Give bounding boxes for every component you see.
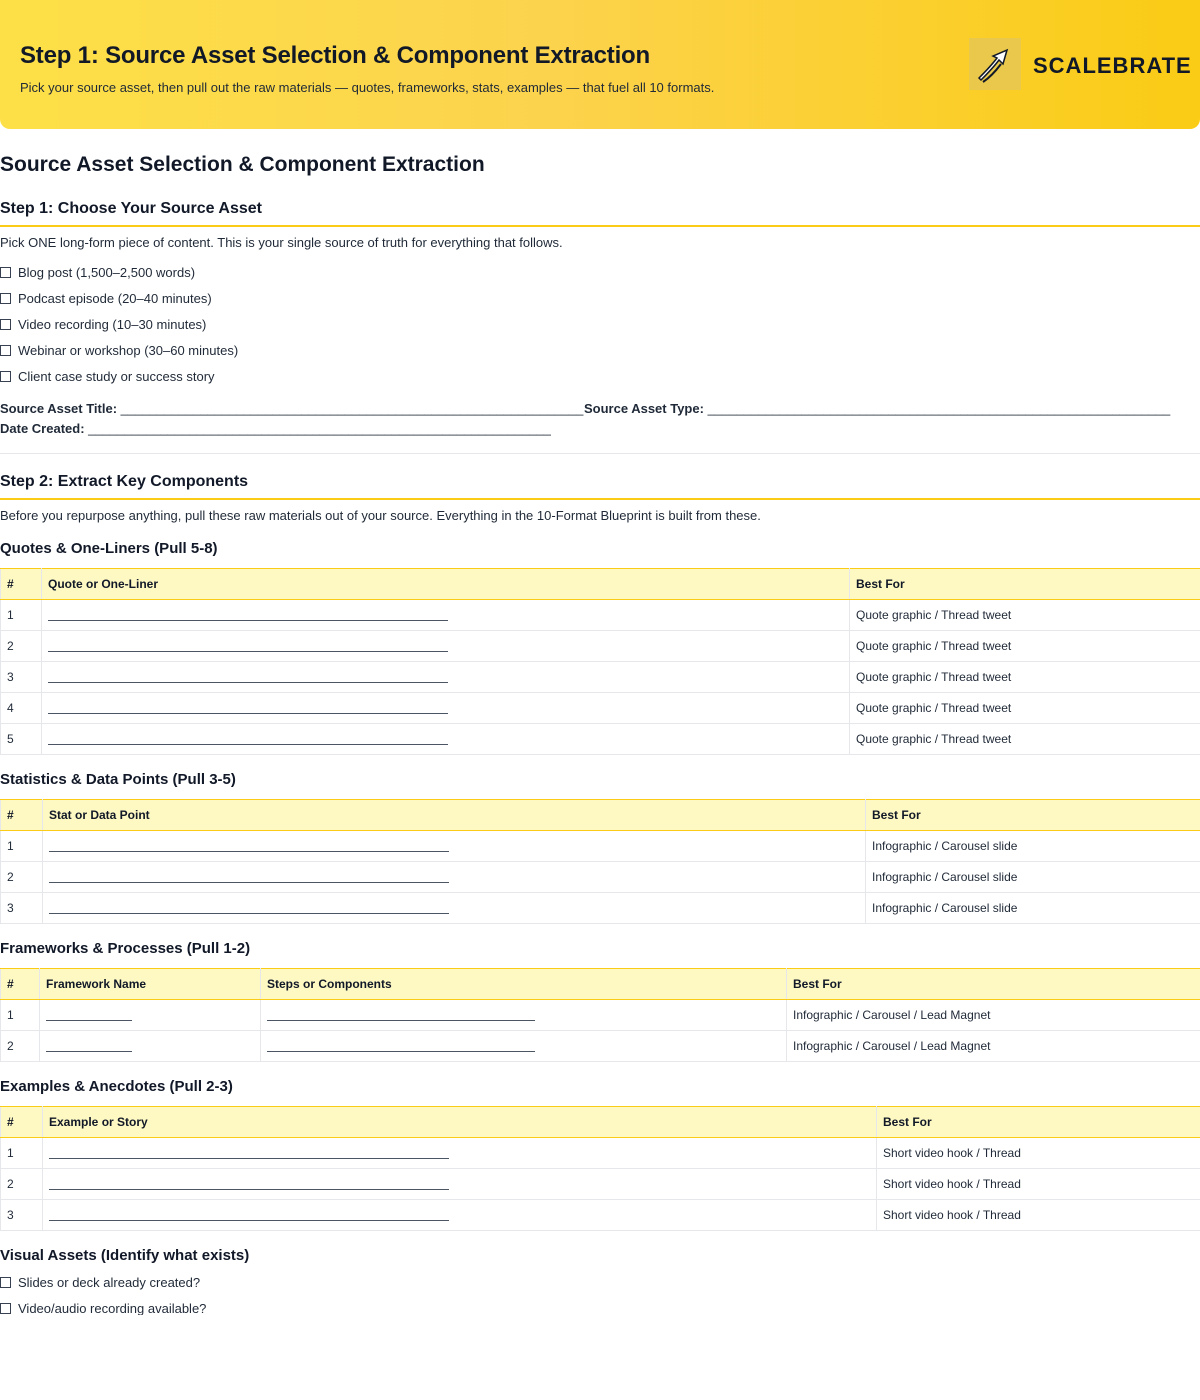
option-recording-available[interactable] bbox=[0, 1299, 206, 1315]
best-for-cell: Quote graphic / Thread tweet bbox=[850, 724, 1200, 755]
row-number: 1 bbox=[1, 600, 42, 631]
answer-cell[interactable] bbox=[43, 1200, 877, 1231]
row-number: 1 bbox=[1, 1000, 40, 1031]
option-video-recording[interactable] bbox=[0, 315, 206, 333]
answer-cell[interactable] bbox=[42, 631, 850, 662]
row-number: 3 bbox=[1, 1200, 43, 1231]
best-for-cell: Infographic / Carousel slide bbox=[866, 893, 1200, 924]
answer-cell[interactable] bbox=[43, 831, 866, 862]
examples-heading: Examples & Anecdotes (Pull 2-3) bbox=[0, 1078, 233, 1095]
answer-cell[interactable] bbox=[42, 724, 850, 755]
answer-cell[interactable] bbox=[43, 1169, 877, 1200]
source-asset-type-field[interactable] bbox=[584, 401, 1170, 416]
column-header: # bbox=[1, 969, 40, 1000]
column-header: Example or Story bbox=[43, 1107, 877, 1138]
answer-cell[interactable] bbox=[43, 1138, 877, 1169]
column-header: Best For bbox=[787, 969, 1200, 1000]
best-for-cell: Infographic / Carousel / Lead Magnet bbox=[787, 1000, 1200, 1031]
column-header: # bbox=[1, 800, 43, 831]
brand-name: SCALEBRATE bbox=[1033, 53, 1192, 78]
best-for-cell: Infographic / Carousel slide bbox=[866, 831, 1200, 862]
answer-cell[interactable] bbox=[42, 662, 850, 693]
step1-intro: Pick ONE long-form piece of content. This is your single source of truth for everything that follows. bbox=[0, 235, 563, 250]
step2-divider bbox=[0, 498, 1200, 500]
column-header: Framework Name bbox=[40, 969, 261, 1000]
answer-blank[interactable] bbox=[49, 904, 449, 914]
step2-intro: Before you repurpose anything, pull these raw materials out of your source. Everything in the 10-Format Blueprint is built from these. bbox=[0, 508, 761, 523]
table-row bbox=[1, 831, 1200, 862]
table-row bbox=[1, 1000, 1200, 1031]
option-podcast-episode[interactable] bbox=[0, 289, 212, 307]
section-divider bbox=[0, 453, 1200, 454]
table-header-row bbox=[1, 969, 1200, 1000]
option-label: Podcast episode (20–40 minutes) bbox=[18, 290, 212, 306]
answer-blank[interactable] bbox=[48, 611, 448, 621]
row-number: 2 bbox=[1, 1169, 43, 1200]
answer-blank[interactable] bbox=[48, 673, 448, 683]
answer-blank[interactable] bbox=[267, 1042, 535, 1052]
table-row bbox=[1, 631, 1200, 662]
best-for-cell: Short video hook / Thread bbox=[877, 1200, 1200, 1231]
table-header-row bbox=[1, 569, 1200, 600]
banner-title: Step 1: Source Asset Selection & Component Extraction bbox=[20, 42, 650, 69]
table-header-row bbox=[1, 800, 1200, 831]
table-row bbox=[1, 1031, 1200, 1062]
date-created-field[interactable] bbox=[0, 421, 551, 436]
source-asset-title-field[interactable] bbox=[0, 401, 583, 416]
field-blank[interactable]: ________________________________________________________________ bbox=[707, 401, 1171, 416]
step1-divider bbox=[0, 225, 1200, 227]
table-row bbox=[1, 662, 1200, 693]
table-row bbox=[1, 1138, 1200, 1169]
answer-cell[interactable] bbox=[40, 1031, 261, 1062]
row-number: 1 bbox=[1, 831, 43, 862]
stats-heading: Statistics & Data Points (Pull 3-5) bbox=[0, 771, 236, 788]
option-label: Client case study or success story bbox=[18, 368, 215, 384]
table-row bbox=[1, 1200, 1200, 1231]
answer-blank[interactable] bbox=[49, 1180, 449, 1190]
best-for-cell: Short video hook / Thread bbox=[877, 1169, 1200, 1200]
answer-cell[interactable] bbox=[261, 1031, 787, 1062]
column-header: # bbox=[1, 1107, 43, 1138]
best-for-cell: Quote graphic / Thread tweet bbox=[850, 662, 1200, 693]
answer-cell[interactable] bbox=[42, 600, 850, 631]
checkbox[interactable] bbox=[0, 1277, 11, 1288]
step1-heading: Step 1: Choose Your Source Asset bbox=[0, 200, 262, 217]
table-row bbox=[1, 1169, 1200, 1200]
best-for-cell: Infographic / Carousel / Lead Magnet bbox=[787, 1031, 1200, 1062]
row-number: 2 bbox=[1, 862, 43, 893]
field-blank[interactable]: ________________________________________________________________ bbox=[120, 401, 584, 416]
answer-blank[interactable] bbox=[49, 1211, 449, 1221]
table-header-row bbox=[1, 1107, 1200, 1138]
answer-blank[interactable] bbox=[49, 873, 449, 883]
option-label: Webinar or workshop (30–60 minutes) bbox=[18, 342, 239, 358]
field-blank[interactable]: ________________________________________________________________ bbox=[88, 421, 551, 436]
table-row bbox=[1, 724, 1200, 755]
banner-subtitle: Pick your source asset, then pull out the raw materials — quotes, frameworks, stats, examples — that fuel all 10 formats. bbox=[20, 80, 715, 95]
field-label: Date Created: bbox=[0, 421, 85, 436]
best-for-cell: Quote graphic / Thread tweet bbox=[850, 600, 1200, 631]
stats-table bbox=[0, 799, 1200, 924]
frameworks-table bbox=[0, 968, 1200, 1062]
option-slides-deck[interactable] bbox=[0, 1273, 200, 1291]
option-case-study[interactable] bbox=[0, 367, 215, 385]
answer-blank[interactable] bbox=[49, 842, 449, 852]
best-for-cell: Quote graphic / Thread tweet bbox=[850, 631, 1200, 662]
row-number: 4 bbox=[1, 693, 42, 724]
option-label: Video recording (10–30 minutes) bbox=[18, 316, 207, 332]
answer-blank[interactable] bbox=[46, 1011, 132, 1021]
frameworks-heading: Frameworks & Processes (Pull 1-2) bbox=[0, 940, 251, 957]
column-header: Best For bbox=[850, 569, 1200, 600]
answer-cell[interactable] bbox=[43, 862, 866, 893]
table-row bbox=[1, 600, 1200, 631]
checkbox[interactable] bbox=[0, 345, 11, 356]
field-label: Source Asset Type: bbox=[584, 401, 704, 416]
answer-blank[interactable] bbox=[48, 704, 448, 714]
column-header: Quote or One-Liner bbox=[42, 569, 850, 600]
column-header: Steps or Components bbox=[261, 969, 787, 1000]
row-number: 2 bbox=[1, 631, 42, 662]
answer-blank[interactable] bbox=[48, 642, 448, 652]
step2-heading: Step 2: Extract Key Components bbox=[0, 473, 249, 490]
table-row bbox=[1, 693, 1200, 724]
column-header: # bbox=[1, 569, 42, 600]
visual-assets-heading: Visual Assets (Identify what exists) bbox=[0, 1247, 250, 1264]
option-blog-post[interactable] bbox=[0, 263, 195, 281]
column-header: Best For bbox=[866, 800, 1200, 831]
best-for-cell: Short video hook / Thread bbox=[877, 1138, 1200, 1169]
answer-cell[interactable] bbox=[261, 1000, 787, 1031]
option-webinar[interactable] bbox=[0, 341, 238, 359]
option-label: Video/audio recording available? bbox=[18, 1300, 207, 1315]
row-number: 3 bbox=[1, 893, 43, 924]
answer-cell[interactable] bbox=[40, 1000, 261, 1031]
quotes-table bbox=[0, 568, 1200, 755]
row-number: 5 bbox=[1, 724, 42, 755]
field-label: Source Asset Title: bbox=[0, 401, 118, 416]
checkbox[interactable] bbox=[0, 267, 11, 278]
column-header: Best For bbox=[877, 1107, 1200, 1138]
best-for-cell: Quote graphic / Thread tweet bbox=[850, 693, 1200, 724]
answer-blank[interactable] bbox=[49, 1149, 449, 1159]
answer-cell[interactable] bbox=[43, 893, 866, 924]
row-number: 2 bbox=[1, 1031, 40, 1062]
answer-cell[interactable] bbox=[42, 693, 850, 724]
quotes-heading: Quotes & One-Liners (Pull 5-8) bbox=[0, 540, 218, 557]
row-number: 1 bbox=[1, 1138, 43, 1169]
checkbox[interactable] bbox=[0, 293, 11, 304]
examples-table bbox=[0, 1106, 1200, 1231]
table-row bbox=[1, 893, 1200, 924]
row-number: 3 bbox=[1, 662, 42, 693]
option-label: Slides or deck already created? bbox=[18, 1274, 201, 1290]
checkbox[interactable] bbox=[0, 1303, 11, 1314]
checkbox[interactable] bbox=[0, 319, 11, 330]
page-title: Source Asset Selection & Component Extraction bbox=[0, 153, 485, 176]
table-row bbox=[1, 862, 1200, 893]
answer-blank[interactable] bbox=[48, 735, 448, 745]
best-for-cell: Infographic / Carousel slide bbox=[866, 862, 1200, 893]
checkbox[interactable] bbox=[0, 371, 11, 382]
answer-blank[interactable] bbox=[46, 1042, 132, 1052]
option-label: Blog post (1,500–2,500 words) bbox=[18, 264, 196, 280]
answer-blank[interactable] bbox=[267, 1011, 535, 1021]
column-header: Stat or Data Point bbox=[43, 800, 866, 831]
